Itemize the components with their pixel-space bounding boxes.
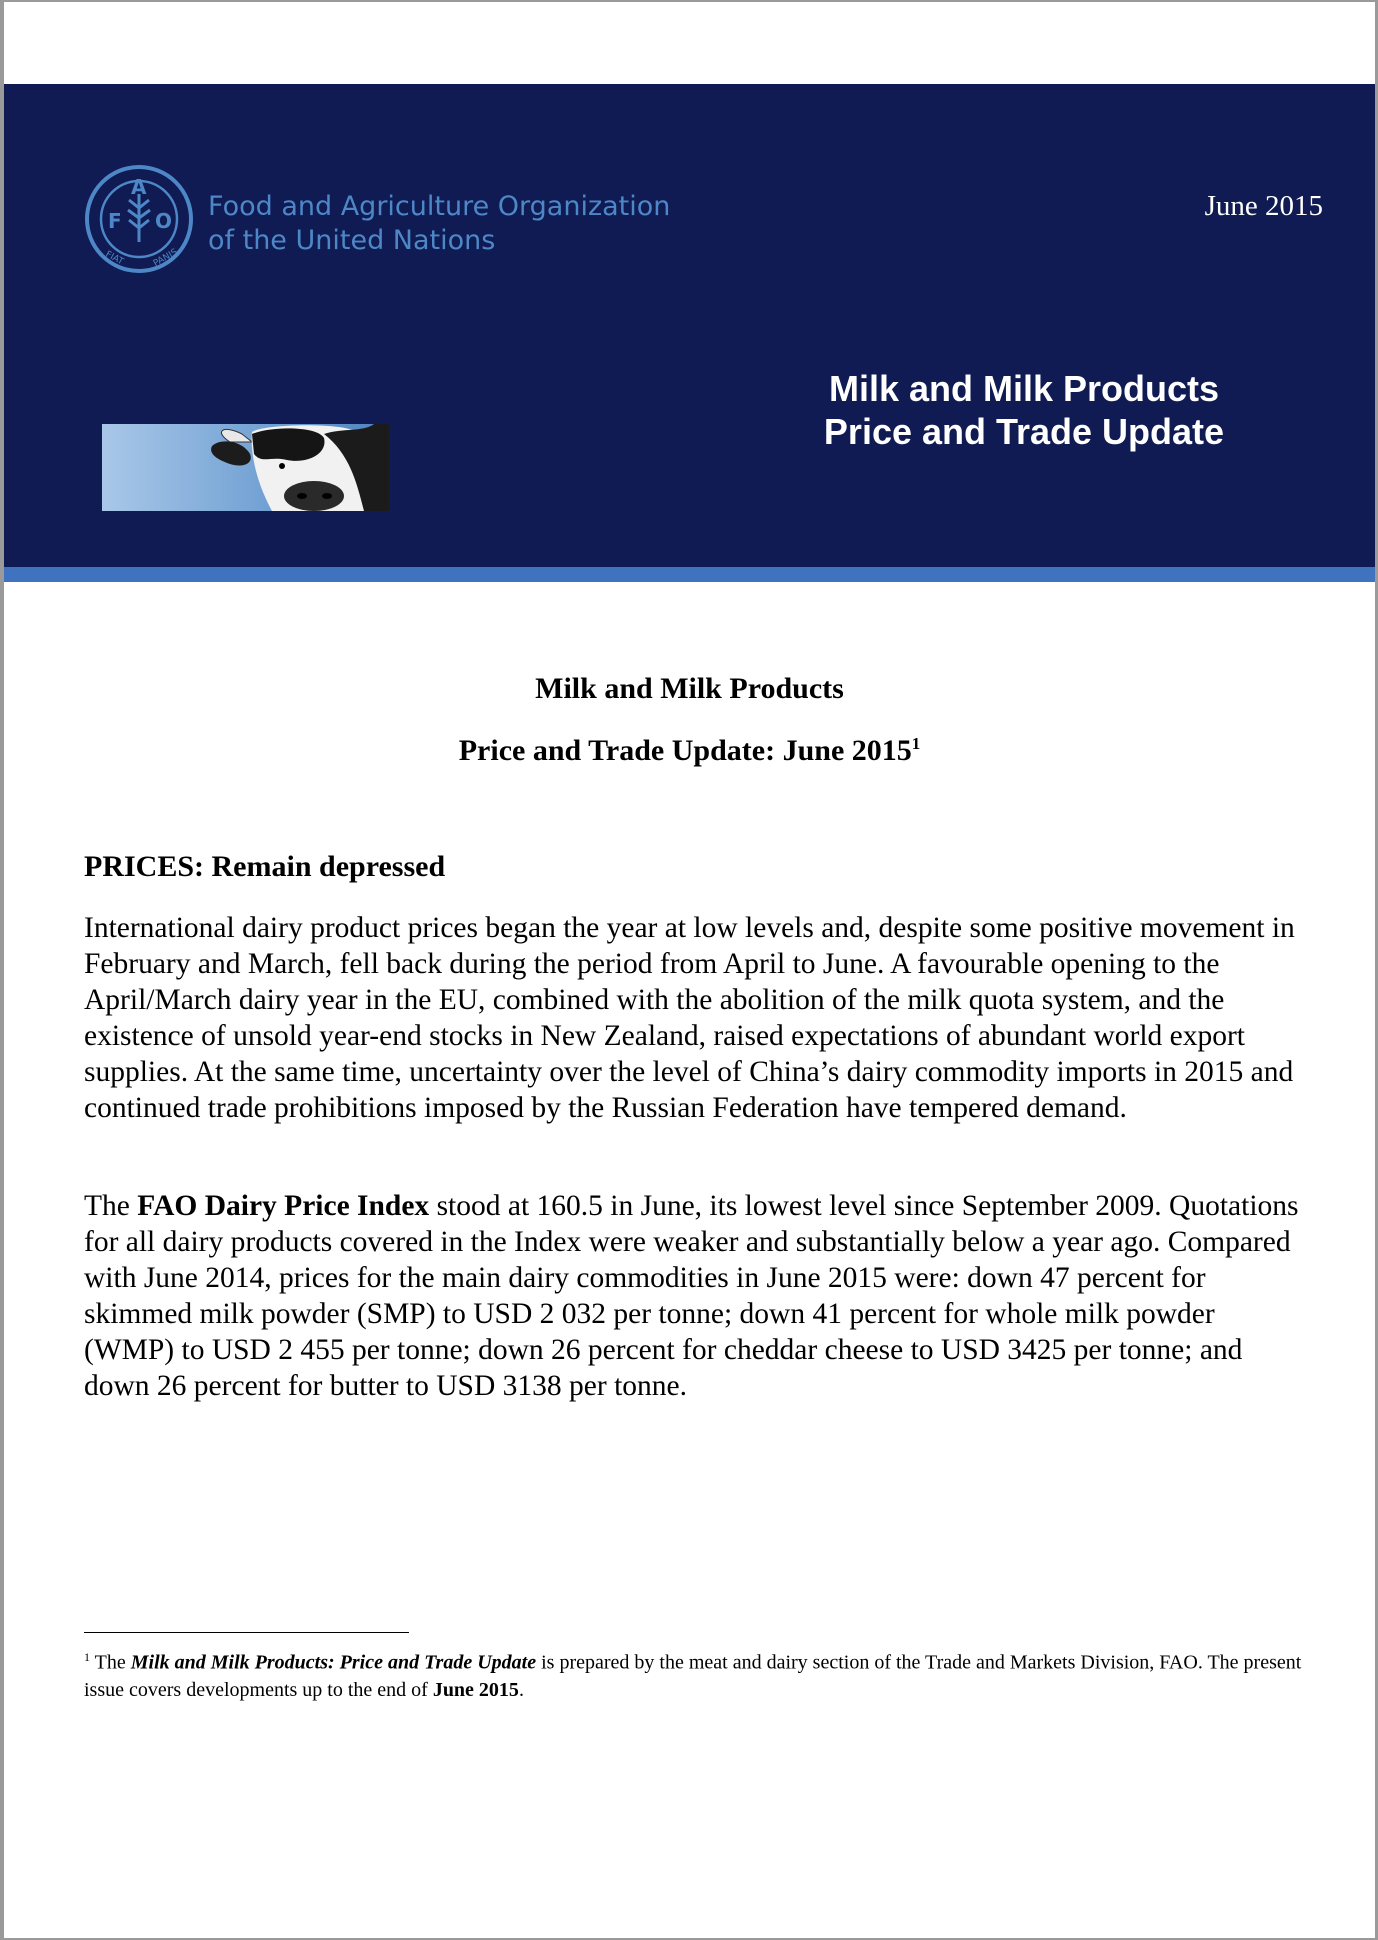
org-name-line1: Food and Agriculture Organization <box>208 191 671 222</box>
paragraph-2 <box>84 1188 1306 1404</box>
document-title-text: Price and Trade Update: June 2015 <box>458 734 912 767</box>
svg-text:FIAT: FIAT <box>103 249 125 268</box>
banner-stripe <box>4 567 1375 582</box>
banner-title <box>804 367 1244 453</box>
document-page <box>4 2 1375 1938</box>
svg-text:F: F <box>108 209 122 233</box>
banner-title-line2: Price and Trade Update <box>823 411 1225 452</box>
organization-name <box>208 190 670 258</box>
header-banner <box>4 84 1375 569</box>
footnote <box>84 1644 1314 1704</box>
title-footnote-mark: 1 <box>911 734 921 753</box>
cow-photo <box>102 424 389 511</box>
org-name-line2: of the United Nations <box>208 225 496 256</box>
document-title-line2 <box>4 734 1375 768</box>
footnote-text-b: is prepared by the meat and dairy section of the Trade and Markets Division, FAO. The present issue covers developments up to the end of <box>84 1651 1302 1701</box>
document-title-line1: Milk and Milk Products <box>535 672 844 705</box>
fao-logo-icon <box>84 164 194 274</box>
footnote-divider <box>84 1632 409 1633</box>
footnote-date: June 2015 <box>432 1678 519 1701</box>
paragraph-2-body: stood at 160.5 in June, its lowest level since September 2009. Quotations for all dairy products covered in the Index were weaker and substantially below a year ago. Compared with June 2014, prices for the main dairy commodities in June 2015 were: down 47 percent for skimmed milk powder (SMP) to USD 2 032 per tonne; down 41 percent for whole milk powder (WMP) to USD 2 455 per tonne; down 26 percent for cheddar cheese to USD 3425 per tonne; and down 26 percent for butter to USD 3138 per tonne. <box>84 1190 1299 1402</box>
paragraph-1: International dairy product prices began the year at low levels and, despite some positive movement in February and March, fell back during the period from April to June. A favourable opening to the April/March dairy year in the EU, combined with the abolition of the milk quota system, and the existence of unsold year-end stocks in New Zealand, raised expectations of abundant world export supplies. At the same time, uncertainty over the level of China’s dairy commodity imports in 2015 and continued trade prohibitions imposed by the Russian Federation have tempered demand. <box>84 912 1295 1124</box>
banner-title-line1: Milk and Milk Products <box>828 368 1220 409</box>
svg-text:PANIS: PANIS <box>151 247 180 270</box>
footnote-text-c: . <box>518 1678 524 1701</box>
issue-date: June 2015 <box>1204 190 1323 222</box>
section-heading-prices: PRICES: Remain depressed <box>84 850 446 883</box>
footnote-mark: 1 <box>84 1650 90 1664</box>
fao-dairy-price-index-term: FAO Dairy Price Index <box>137 1190 430 1222</box>
paragraph-2-prefix: The <box>84 1190 138 1222</box>
svg-text:A: A <box>131 175 147 199</box>
footnote-publication-title: Milk and Milk Products: Price and Trade Update <box>130 1651 537 1674</box>
footnote-text-a: The <box>90 1651 131 1674</box>
svg-text:O: O <box>155 209 173 233</box>
